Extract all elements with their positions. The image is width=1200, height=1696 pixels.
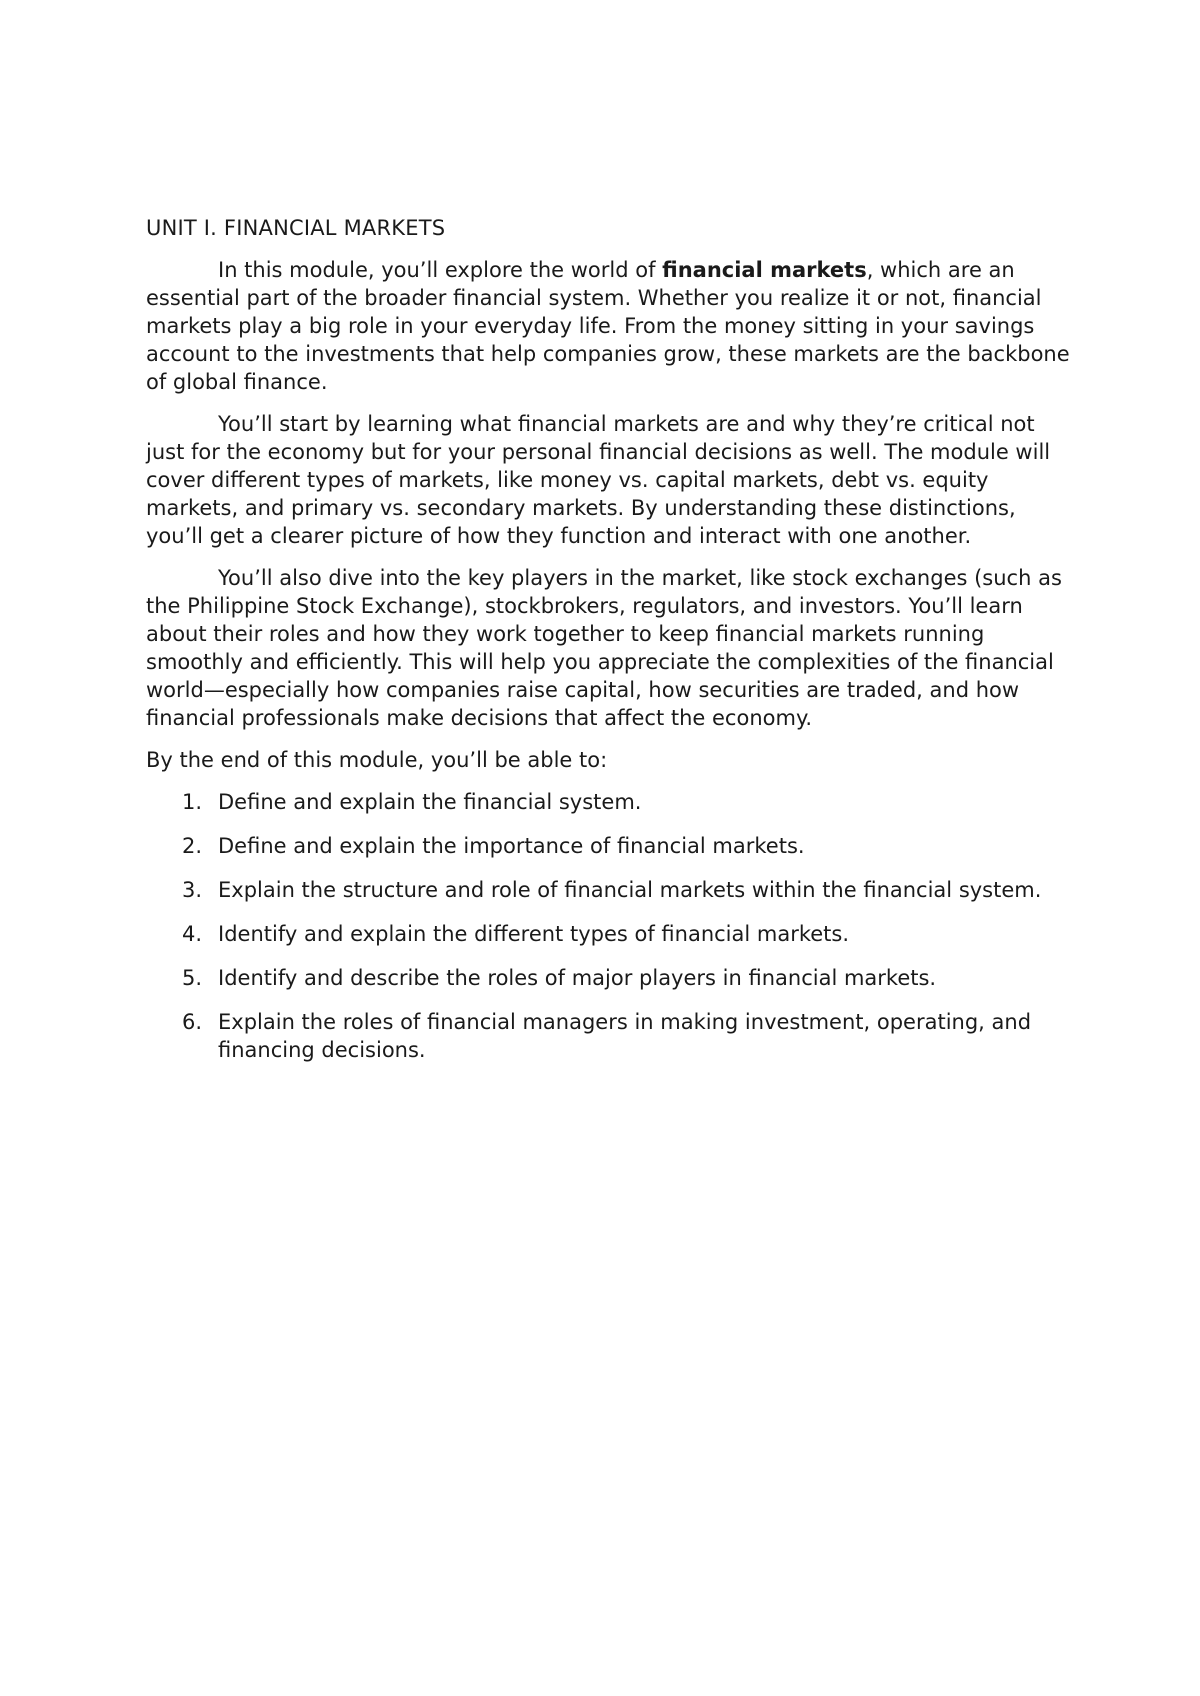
list-item-text: Explain the roles of financial managers in making investment, operating, and financing decisions. [218,1010,1032,1062]
list-item [146,1008,1076,1064]
list-item-text: Explain the structure and role of financial markets within the financial system. [218,878,1042,902]
intro-bold-term: financial markets [662,258,867,282]
list-item [146,832,1076,860]
learning-outcomes-list [146,788,1076,1064]
list-item [146,876,1076,904]
document-page [146,214,1076,1080]
list-item-text: Identify and describe the roles of major players in financial markets. [218,966,937,990]
list-item-number: 1. [182,790,203,814]
intro-text-start: In this module, you’ll explore the world of [218,258,663,282]
list-item-text: Identify and explain the different types of financial markets. [218,922,850,946]
list-item-number: 6. [182,1010,203,1034]
intro-text-end: , which are an essential part of the broader financial system. Whether you realize it or not, financial markets play a big role in your everyday life. From the money sitting in your savings account to the investments that help companies grow, these markets are the backbone of global finance. [146,258,1070,394]
list-item-number: 3. [182,878,203,902]
list-item [146,788,1076,816]
list-item-text: Define and explain the financial system. [218,790,642,814]
list-item-number: 5. [182,966,203,990]
intro-paragraph [146,256,1076,396]
list-item-number: 2. [182,834,203,858]
list-item-text: Define and explain the importance of financial markets. [218,834,805,858]
list-item-number: 4. [182,922,203,946]
key-players-paragraph: You’ll also dive into the key players in the market, like stock exchanges (such as the Philippine Stock Exchange), stockbrokers, regulators, and investors. You’ll learn about their roles and how they work together to keep financial markets running smoothly and efficiently. This will help you appreciate the complexities of the financial world—especially how companies raise capital, how securities are traded, and how financial professionals make decisions that affect the economy. [146,566,1062,730]
unit-title: UNIT I. FINANCIAL MARKETS [146,216,446,240]
list-item [146,964,1076,992]
outcomes-lead: By the end of this module, you’ll be able to: [146,748,608,772]
market-types-paragraph: You’ll start by learning what financial markets are and why they’re critical not just for the economy but for your personal financial decisions as well. The module will cover different types of markets, like money vs. capital markets, debt vs. equity markets, and primary vs. secondary markets. By understanding these distinctions, you’ll get a clearer picture of how they function and interact with one another. [146,412,1051,548]
list-item [146,920,1076,948]
